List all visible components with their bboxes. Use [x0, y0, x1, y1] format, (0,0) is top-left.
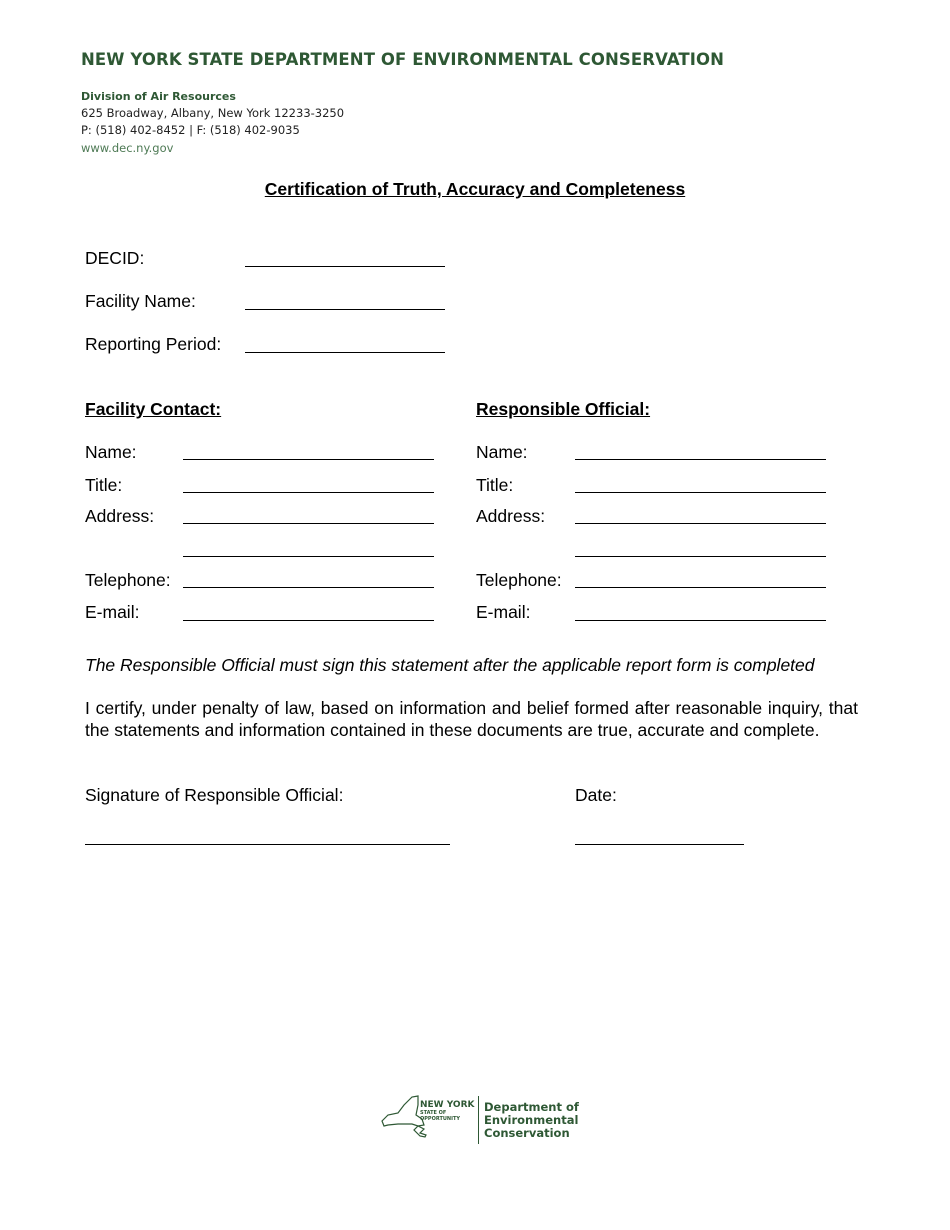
nys-logo-line1: NEW YORK	[420, 1100, 475, 1110]
official-title-label: Title:	[476, 475, 514, 495]
dec-logo-text	[484, 1101, 579, 1140]
dec-logo-line3: Conservation	[484, 1126, 570, 1140]
official-address-field-2[interactable]	[575, 556, 826, 557]
agency-website[interactable]: www.dec.ny.gov	[81, 141, 174, 155]
official-address-field[interactable]	[575, 523, 826, 524]
contact-telephone-field[interactable]	[183, 587, 434, 588]
date-field[interactable]	[575, 844, 744, 845]
reporting-period-label: Reporting Period:	[85, 334, 222, 354]
signing-instruction: The Responsible Official must sign this statement after the applicable report form is completed	[85, 655, 815, 675]
signature-label: Signature of Responsible Official:	[85, 785, 344, 805]
facility-name-field[interactable]	[245, 309, 445, 310]
form-title-wrap	[0, 179, 950, 200]
agency-phone-fax: P: (518) 402-8452 | F: (518) 402-9035	[81, 123, 300, 137]
official-telephone-label: Telephone:	[476, 570, 562, 590]
contact-address-label: Address:	[85, 506, 155, 526]
facility-name-label: Facility Name:	[85, 291, 196, 311]
dec-logo-line2: Environmental	[484, 1113, 579, 1127]
contact-name-field[interactable]	[183, 459, 434, 460]
logo-divider	[478, 1096, 479, 1144]
division-name: Division of Air Resources	[81, 90, 236, 103]
official-title-field[interactable]	[575, 492, 826, 493]
agency-name: NEW YORK STATE DEPARTMENT OF ENVIRONMENTAL CONSERVATION	[81, 50, 725, 69]
contact-address-field[interactable]	[183, 523, 434, 524]
official-address-label: Address:	[476, 506, 546, 526]
form-title: Certification of Truth, Accuracy and Completeness	[264, 179, 686, 199]
nys-logo-line2: STATE OF	[420, 1110, 447, 1116]
signature-field[interactable]	[85, 844, 450, 845]
contact-title-label: Title:	[85, 475, 123, 495]
reporting-period-field[interactable]	[245, 352, 445, 353]
dec-logo-line1: Department of	[484, 1100, 579, 1114]
contact-name-label: Name:	[85, 442, 137, 462]
facility-contact-heading: Facility Contact:	[85, 399, 222, 419]
official-email-field[interactable]	[575, 620, 826, 621]
official-telephone-field[interactable]	[575, 587, 826, 588]
contact-email-field[interactable]	[183, 620, 434, 621]
official-email-label: E-mail:	[476, 602, 531, 622]
decid-field[interactable]	[245, 266, 445, 267]
decid-label: DECID:	[85, 248, 145, 268]
contact-address-field-2[interactable]	[183, 556, 434, 557]
agency-address: 625 Broadway, Albany, New York 12233-3250	[81, 106, 345, 120]
contact-telephone-label: Telephone:	[85, 570, 171, 590]
official-name-label: Name:	[476, 442, 528, 462]
nys-logo-line3: OPPORTUNITY	[420, 1116, 461, 1122]
contact-title-field[interactable]	[183, 492, 434, 493]
official-name-field[interactable]	[575, 459, 826, 460]
nys-logo-text	[420, 1101, 475, 1122]
date-label: Date:	[575, 785, 617, 805]
responsible-official-heading: Responsible Official:	[476, 399, 651, 419]
certification-statement: I certify, under penalty of law, based on information and belief formed after reasonable inquiry, that the statements and information contained in these documents are true, accurate and complete.	[85, 698, 858, 740]
contact-email-label: E-mail:	[85, 602, 140, 622]
